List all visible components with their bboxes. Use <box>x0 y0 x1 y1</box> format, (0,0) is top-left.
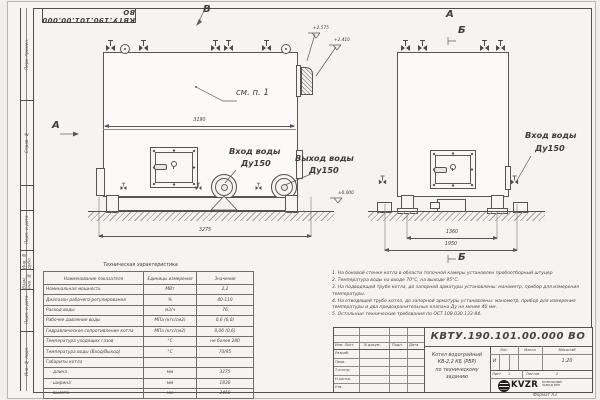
scale-header: Масштаб <box>558 347 576 352</box>
sig-row-prov: Пров. <box>335 359 346 364</box>
table-row: Расход воды м3/ч 76 <box>44 305 254 315</box>
table-row: - высота мм 2460 <box>44 388 254 398</box>
inlet-label-title: Вход воды <box>229 146 281 156</box>
front-inlet-label-title: Вход воды <box>525 130 577 140</box>
title-block-doc-number: КВТУ.190.101.00.000 ВО <box>430 331 586 342</box>
sig-row-nkontr: Н.контр. <box>335 376 352 381</box>
rev-col-ndocum: N докум. <box>364 343 381 347</box>
mass-header: Масса <box>524 347 536 352</box>
note-item: 3. На подводящей трубе котла, до запорной арматуры установлены: манометр, прибор для измерения температуры. <box>332 285 579 297</box>
margin-field-podp-data-2: Подп. и дата <box>20 289 33 332</box>
dim-3275: 3275 <box>198 228 212 233</box>
kvzr-emblem-icon <box>498 380 510 392</box>
margin-field-blank <box>20 185 33 211</box>
section-label-b-bottom: Б <box>458 252 466 263</box>
note-item: 4. На отводящей трубе котла, до запорной арматуры установлены: манометр, прибор для измерения температуры и два предохранительных клапана Ду не менее 40 мм. <box>332 298 576 311</box>
product-line3: по техническому заданию <box>435 367 479 381</box>
section-label-b-top: Б <box>458 25 466 36</box>
table-row: Рабочее давление воды МПа (кгс/см2) 0,6 (6,0) <box>44 316 254 326</box>
outlet-label-title: Выход воды <box>295 153 354 163</box>
view-label-v: В <box>203 4 211 15</box>
table-row: Гидравлическое сопротивление котла МПа (кгс/см2) 0,06 (0,6) <box>44 326 254 336</box>
spec-table <box>43 271 238 399</box>
table-row: - длина мм 3275 <box>44 368 254 378</box>
note-item: 1. На боковой стенке котла в области топочной камеры установлен пробоотборный штуцер <box>332 271 553 276</box>
view-label-a-left: А <box>52 120 60 131</box>
level-mark-icon <box>330 198 342 203</box>
elevation-2575: +2.575 <box>313 26 329 31</box>
section-mark-b-bottom <box>448 255 456 263</box>
lit-header: Лит. <box>499 347 509 352</box>
title-block <box>333 327 593 393</box>
technical-notes <box>332 271 589 319</box>
margin-field-podp-data-1: Подп. и дата <box>20 210 33 251</box>
table-row: Номинальная мощность МВт 2,2 <box>44 285 254 295</box>
table-row: - ширина мм 1830 <box>44 378 254 388</box>
sig-row-utv: Утв. <box>335 385 343 390</box>
spec-col-units: Единицы измерения <box>144 272 197 285</box>
lit-value: И <box>492 359 497 364</box>
spec-table-title: Техническая характеристика <box>103 263 178 268</box>
view-label-a-front: А <box>446 9 454 20</box>
arrowhead <box>73 132 79 137</box>
kvzr-logo-caption: КОТЕЛЬНЫЙ ЗАВОД РЭП <box>542 379 562 388</box>
margin-field-vzam-inv: Взам. инв. № <box>20 269 33 290</box>
kvzr-logo-text: KVZR <box>511 379 539 390</box>
spec-col-value: Значение <box>197 272 254 285</box>
sig-row-tkontr: Т.контр. <box>335 368 351 373</box>
level-mark-icon <box>329 45 341 50</box>
dim-3190: 3190 <box>193 118 206 123</box>
spec-header-row <box>44 272 254 285</box>
note-item: 5. Остальные технические требования по ОСТ 108.030.133-84. <box>332 312 482 318</box>
sheets-label: Листов <box>526 371 540 376</box>
dim-1950: 1950 <box>444 242 458 247</box>
margin-field-inv-dubl: Инв. № дубл. <box>20 250 33 270</box>
rev-col-izm-list: Изм. Лист <box>335 343 354 347</box>
section-mark-b-top <box>448 37 456 45</box>
sheet-label: Лист <box>492 371 502 376</box>
sheets-value: 2 <box>556 371 559 376</box>
dim-1360: 1360 <box>445 230 459 235</box>
margin-field-perv-primen: Перв. примен. <box>20 8 33 101</box>
note-item: 2. Температура воды на входе 70°С, на выходе 95°С. <box>332 278 459 284</box>
front-inlet-label-size: Ду150 <box>535 143 565 153</box>
top-doc-number: КВТУ.190.101.00.000 ВО <box>42 7 136 24</box>
sheet-value: 1 <box>508 371 511 376</box>
rev-col-data: Дата <box>409 343 419 347</box>
callout-see-note-1: см. п. 1 <box>236 88 269 98</box>
product-line1: Котел водогрейный <box>431 353 483 358</box>
product-line2: КВ-2,2 КБ (РВР) <box>437 360 477 366</box>
margin-field-sprav-no: Справ. № <box>20 100 33 186</box>
table-row: Температура уходящих газов °С не более 280 <box>44 336 254 346</box>
table-row: Габариты котла <box>44 357 254 367</box>
sig-row-razrab: Разраб. <box>335 351 350 355</box>
annotation-overlay <box>33 8 585 268</box>
inlet-label-size: Ду150 <box>241 158 271 168</box>
format-label: Формат А3 <box>533 392 557 397</box>
outlet-label-size: Ду150 <box>309 165 339 175</box>
product-name <box>424 352 490 382</box>
margin-field-inv-podl: Инв. № подл. <box>24 346 29 376</box>
pipe-support-triangle <box>211 196 237 210</box>
elevation-zero: ±0.000 <box>338 191 354 196</box>
table-row: Температура воды (Вход/Выход) °С 70/95 <box>44 347 254 357</box>
arrowhead <box>196 19 202 26</box>
elevation-2410: +2.410 <box>334 38 350 43</box>
spec-col-name: Наименование показателя <box>44 272 144 285</box>
rev-col-podp: Подп. <box>392 343 403 347</box>
manufacturer-logo <box>490 378 592 392</box>
table-row: Диапазон рабочего регулирования % 40-110 <box>44 295 254 305</box>
scale-value: 1:20 <box>561 359 573 364</box>
